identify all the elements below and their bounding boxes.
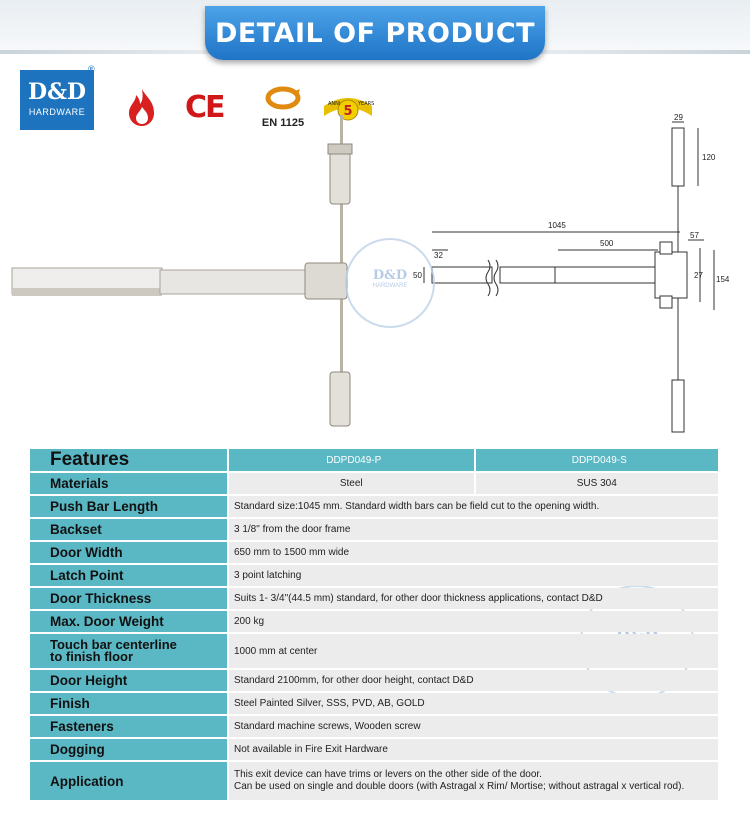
row-label: Application [30,762,229,800]
touch-bar-label-line2: to finish floor [50,649,134,664]
table-row [30,496,718,517]
table-row [30,670,718,691]
table-row [30,611,718,632]
row-label: Dogging [30,739,229,760]
dim-154: 154 [716,275,730,284]
material-s: SUS 304 [474,473,719,494]
application-line2: Can be used on single and double doors (with Astragal x Rim/ Mortise; without astragal x vertical rod). [234,781,685,792]
dim-50: 50 [413,271,422,280]
row-value: 3 point latching [229,565,718,586]
table-row [30,634,718,668]
table-row [30,519,718,540]
spec-table [30,447,718,802]
row-label: Door Width [30,542,229,563]
row-value: Steel Painted Silver, SSS, PVD, AB, GOLD [229,693,718,714]
row-label: Backset [30,519,229,540]
cert-ring-icon [265,86,301,110]
row-label: Fasteners [30,716,229,737]
row-value: 650 mm to 1500 mm wide [229,542,718,563]
dim-57: 57 [690,231,699,240]
table-row [30,762,718,800]
svg-text:5: 5 [343,104,353,119]
table-row [30,588,718,609]
svg-text:ANNI: ANNI [328,101,341,107]
model-p-heading: DDPD049-P [229,449,474,471]
dim-27: 27 [694,271,703,280]
row-label: Max. Door Weight [30,611,229,632]
row-value [229,762,718,800]
svg-text:YEARS: YEARS [358,101,375,107]
watermark-name: D&D [372,268,408,283]
row-value: Standard machine screws, Wooden screw [229,716,718,737]
row-label: Push Bar Length [30,496,229,517]
dimension-drawing [424,122,714,432]
dim-500: 500 [600,239,614,248]
row-label: Finish [30,693,229,714]
row-label: Door Thickness [30,588,229,609]
row-value: Standard 2100mm, for other door height, contact D&D [229,670,718,691]
ce-mark-icon: CE [185,90,224,125]
row-label: Materials [30,473,229,494]
en1125-label: EN 1125 [261,117,305,129]
model-s-heading: DDPD049-S [474,449,719,471]
touch-bar-label-line1: Touch bar centerline [50,637,177,652]
dim-32: 32 [434,251,443,260]
row-value: Suits 1- 3/4"(44.5 mm) standard, for other door thickness applications, contact D&D [229,588,718,609]
row-value: 1000 mm at center [229,634,718,668]
page-title: DETAIL OF PRODUCT [214,17,536,49]
row-value: 3 1/8" from the door frame [229,519,718,540]
table-row [30,565,718,586]
table-row [30,473,718,494]
application-line1: This exit device can have trims or levers on the other side of the door. [234,769,542,780]
row-value: Not available in Fire Exit Hardware [229,739,718,760]
dim-1045: 1045 [548,221,566,230]
product-photo [12,115,352,426]
brand-sub: HARDWARE [28,107,86,117]
watermark-seal [345,238,435,328]
table-header-row [30,449,718,471]
watermark-sub: HARDWARE [372,283,408,289]
registered-mark: ® [88,64,95,74]
table-row [30,716,718,737]
dim-29: 29 [674,113,683,122]
row-label: Latch Point [30,565,229,586]
table-row [30,693,718,714]
row-value: 200 kg [229,611,718,632]
table-row [30,542,718,563]
row-label: Door Height [30,670,229,691]
features-heading: Features [30,449,229,471]
dim-120: 120 [702,153,716,162]
material-p: Steel [229,473,474,494]
row-label [30,634,229,668]
table-row [30,739,718,760]
row-value: Standard size:1045 mm. Standard width bars can be field cut to the opening width. [229,496,718,517]
brand-name: D&D [27,79,87,105]
title-badge [205,6,545,60]
